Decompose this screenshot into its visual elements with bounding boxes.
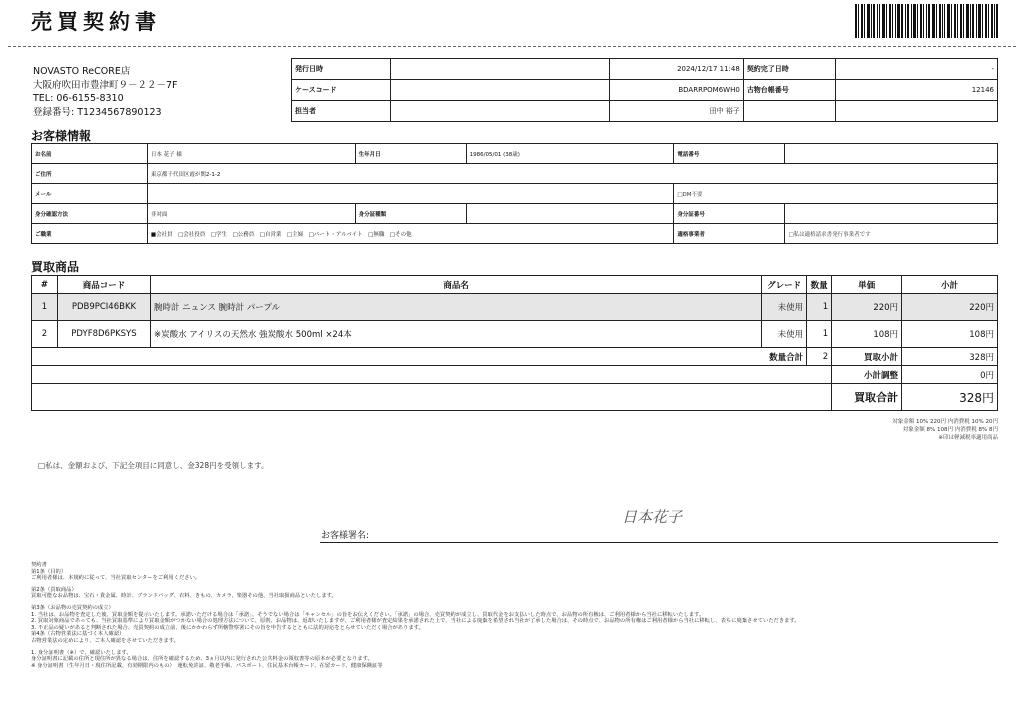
col-header-name: 商品名 bbox=[150, 276, 761, 294]
job-options: ■会社員 □会社役員 □学生 □公務員 □自営業 □主婦 □パート・アルバイト □無職 □その他 bbox=[147, 224, 673, 244]
id-number-label: 身分証番号 bbox=[674, 204, 785, 224]
row-price: 108円 bbox=[832, 321, 902, 348]
document-title: 売買契約書 bbox=[31, 10, 161, 34]
col-header-grade: グレード bbox=[762, 276, 807, 294]
id-type-label: 身分証種類 bbox=[355, 204, 466, 224]
dm-optout-checkbox: □DM不要 bbox=[674, 184, 998, 204]
row-no: 1 bbox=[32, 294, 58, 321]
shop-address: 大阪府吹田市豊津町９－２２－7F bbox=[33, 79, 178, 91]
shop-name: NOVASTO ReCORE店 bbox=[33, 66, 131, 77]
customer-table bbox=[31, 143, 998, 244]
col-header-no: # bbox=[32, 276, 58, 294]
adjust-value: 0円 bbox=[902, 366, 998, 384]
tax-note-10: 対象金額 10% 220円 内消費税 10% 20円 bbox=[892, 419, 998, 425]
customer-phone bbox=[785, 144, 998, 164]
invoice-label: 適格事業者 bbox=[674, 224, 785, 244]
id-number-value bbox=[785, 204, 998, 224]
row-grade: 未使用 bbox=[762, 294, 807, 321]
email-label: メール bbox=[32, 184, 148, 204]
case-code-label: ケースコード bbox=[292, 80, 391, 101]
contract-done-label: 契約完了日時 bbox=[743, 59, 835, 80]
customer-address: 東京都千代田区霞が関2-1-2 bbox=[147, 164, 997, 184]
article-4-text: 古物営業法の定めにより、ご本人確認をさせていただきます。 bbox=[31, 637, 179, 644]
article-3-clause-2: 2. 買取対象商品であっても、当社買取基準により買取金額がつかない場合の処理方法について、原則、お品物は、返却いたしますが、ご利用者様が査定結果を承諾された上で、当社による廃棄を希望され当社が了承した場合は、その時点で、お品物の所有権はご利用者様から当社に移転し、表ちに廃棄させていただきます。 bbox=[31, 618, 800, 625]
article-2-title: 第2条（買取商品） bbox=[31, 586, 77, 593]
table-row bbox=[32, 321, 998, 348]
article-3-clause-3: 3. 不正品の疑いがあると判断された場合、売買契約の成立前、後にかかわらず所轄警察署にその旨を申告するとともに法的対応をとらせていただく場合があります。 bbox=[31, 624, 424, 631]
signature-text: 日本花子 bbox=[622, 508, 683, 526]
customer-name: 日本 花子 様 bbox=[147, 144, 355, 164]
products-table bbox=[31, 275, 998, 411]
agreement-checkbox: □私は、金額および、下記全項目に同意し、金328円を受領します。 bbox=[38, 461, 269, 470]
adjust-row bbox=[32, 366, 998, 384]
job-label: ご職業 bbox=[32, 224, 148, 244]
tax-note-8: 対象金額 8% 108円 内消費税 8% 8円 bbox=[902, 427, 998, 433]
id-clause-1: 1. 身分証明書（※）で、確認いたします。 bbox=[31, 649, 132, 656]
row-name: ※炭酸水 アイリスの天然水 強炭酸水 500ml ×24本 bbox=[150, 321, 761, 348]
row-qty: 1 bbox=[807, 294, 832, 321]
article-1-title: 第1条（目的） bbox=[31, 568, 67, 575]
article-3-title: 第3条（お品物の売買契約の成立） bbox=[31, 604, 114, 611]
issue-date-label: 発行日時 bbox=[292, 59, 391, 80]
id-clause-1-text: 身分証明書に記載の住所と現住所が異なる場合は、住所を確認するため、3ヵ月以内に発行された公共料金の領収書等の原本が必要となります。 bbox=[31, 656, 373, 663]
shop-info bbox=[33, 65, 178, 119]
id-type-value bbox=[466, 204, 674, 224]
col-header-price: 単価 bbox=[832, 276, 902, 294]
article-1-text: ご利用者様は、本規約に従って、当社買取センターをご利用ください。 bbox=[31, 575, 201, 582]
grand-total-row bbox=[32, 384, 998, 411]
products-heading: 買取商品 bbox=[31, 260, 80, 274]
article-3-clause-1: 1. 当社は、お品物を査定した後、買取金額を提示いたします。承諾いただける場合は「承諾」、そうでない場合は「キャンセル」の旨をお伝えください。「承諾」の場合、売買契約が成立し、買取代金をお支払いした時点で、お品物の所有権は、ご利用者様から当社に移転いたします。 bbox=[31, 611, 705, 618]
row-subtotal: 220円 bbox=[902, 294, 998, 321]
qty-total-value: 2 bbox=[807, 348, 832, 366]
article-4-title: 第4条（古物営業法に基づく本人確認） bbox=[31, 631, 125, 638]
address-label: ご住所 bbox=[32, 164, 148, 184]
subtotal-label: 買取小計 bbox=[832, 348, 902, 366]
id-clause-note: ※ 身分証明書（生年月日・現住所記載、有効期限内のもの） 運転免許証、敬老手帳、パスポート、住民基本台帳カード、在留カード、健康保険証等 bbox=[31, 662, 383, 669]
birth-label: 生年月日 bbox=[355, 144, 466, 164]
signature-label: お客様署名: bbox=[321, 531, 370, 541]
products-header-row bbox=[32, 276, 998, 294]
customer-heading: お客様情報 bbox=[31, 129, 92, 143]
signature-line bbox=[320, 542, 998, 543]
dashed-divider bbox=[8, 46, 1016, 47]
row-price: 220円 bbox=[832, 294, 902, 321]
ledger-value: 12146 bbox=[835, 80, 997, 101]
tax-notes bbox=[892, 418, 998, 442]
qty-total-row bbox=[32, 348, 998, 366]
terms-section bbox=[31, 562, 996, 674]
table-row bbox=[32, 294, 998, 321]
contract-info-table bbox=[291, 58, 998, 122]
invoice-checkbox: □私は適格請求書発行事業者です bbox=[785, 224, 998, 244]
customer-email bbox=[147, 184, 673, 204]
article-2-text: 買取可能なお品物は、宝石・貴金属、時計、ブランドバッグ、衣料、きもの、カメラ、楽器その他、当社取扱商品といたします。 bbox=[31, 593, 337, 600]
contract-done-value: - bbox=[835, 59, 997, 80]
shop-registration: 登録番号: T1234567890123 bbox=[33, 106, 162, 118]
issue-date-value: 2024/12/17 11:48 bbox=[609, 59, 743, 80]
case-code-value: BDARRPOM6WH0 bbox=[609, 80, 743, 101]
col-header-qty: 数量 bbox=[807, 276, 832, 294]
col-header-code: 商品コード bbox=[57, 276, 150, 294]
col-header-subtotal: 小計 bbox=[902, 276, 998, 294]
staff-label: 担当者 bbox=[292, 101, 391, 122]
row-name: 腕時計 ニュンス 腕時計 パープル bbox=[150, 294, 761, 321]
adjust-label: 小計調整 bbox=[832, 366, 902, 384]
reduced-rate-note: ※印は軽減税率適用商品 bbox=[938, 435, 998, 441]
name-label: お名前 bbox=[32, 144, 148, 164]
subtotal-value: 328円 bbox=[902, 348, 998, 366]
grand-total-label: 買取合計 bbox=[832, 384, 902, 411]
grand-total-value: 328円 bbox=[902, 384, 998, 411]
row-code: PDB9PCI46BKK bbox=[57, 294, 150, 321]
terms-heading: 契約書 bbox=[31, 562, 47, 568]
qty-total-label: 数量合計 bbox=[32, 348, 807, 366]
shop-tel: TEL: 06-6155-8310 bbox=[33, 93, 124, 104]
id-method-label: 身分確認方法 bbox=[32, 204, 148, 224]
barcode-image bbox=[855, 4, 998, 38]
staff-value: 田中 裕子 bbox=[609, 101, 743, 122]
phone-label: 電話番号 bbox=[674, 144, 785, 164]
row-qty: 1 bbox=[807, 321, 832, 348]
customer-birth: 1986/05/01 (38歳) bbox=[466, 144, 674, 164]
id-method-value: 非対面 bbox=[147, 204, 355, 224]
ledger-label: 古物台帳番号 bbox=[743, 80, 835, 101]
row-subtotal: 108円 bbox=[902, 321, 998, 348]
row-no: 2 bbox=[32, 321, 58, 348]
handwritten-signature bbox=[620, 500, 700, 530]
row-code: PDYF8D6PKSYS bbox=[57, 321, 150, 348]
row-grade: 未使用 bbox=[762, 321, 807, 348]
